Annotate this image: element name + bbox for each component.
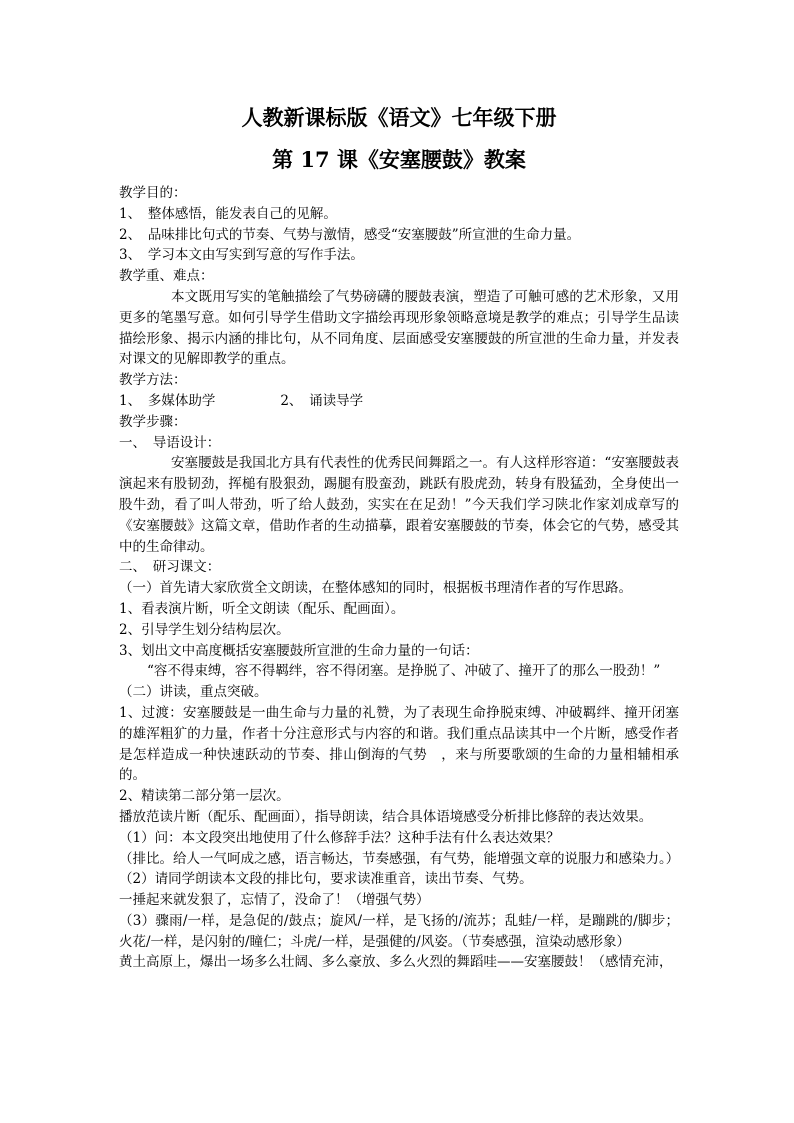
transition-paragraph: 1、过渡：安塞腰鼓是一曲生命与力量的礼赞，为了表现生命挣脱束缚、冲破羁绊、撞开闭塞的雄浑粗犷的力量，作者十分注意形式与内容的和谐。我们重点品读其中一个片断，感受作者是怎样造成一种快速跃动的节奏、排山倒海的气势 ，来与所要歌颂的生命的力量相辅相承的。: [119, 704, 679, 784]
reading-step: 2、精读第二部分第一层次。: [119, 788, 290, 805]
part1-heading: （一）首先请大家欣赏全文朗读，在整体感知的同时，根据板书理清作者的写作思路。: [119, 580, 632, 597]
study-heading: 二、 研习课文：: [119, 559, 221, 576]
objectives-heading: 教学目的：: [119, 185, 187, 201]
part2-heading: （二）讲读，重点突破。: [119, 684, 268, 701]
document-body: [119, 103, 679, 973]
step-item-2: 2、引导学生划分结构层次。: [119, 621, 290, 638]
intro-heading: 一、 导语设计：: [119, 434, 221, 451]
key-quote: “容不得束缚，容不得羁绊，容不得闭塞。是挣脱了、冲破了、撞开了的那么一股劲！”: [147, 663, 661, 680]
example-sentence: 一捶起来就发狠了，忘情了，没命了！（增强气势）: [119, 892, 430, 909]
playback-paragraph: 播放范读片断（配乐、配画面），指导朗读，结合具体语境感受分析排比修辞的表达效果。: [119, 808, 653, 825]
intro-body: 安塞腰鼓是我国北方具有代表性的优秀民间舞蹈之一。有人这样形容道：“安塞腰鼓表演起来有股韧劲，挥槌有股狠劲，踢腿有股蛮劲，跳跃有股虎劲，转身有股猛劲，全身使出一股牛劲，看了叫人带劲，听了给人鼓劲，实实在在足劲！”今天我们学习陕北作家刘成章写的《安塞腰鼓》这篇文章，借助作者的生动描摹，跟着安塞腰鼓的节奏，体会它的气势，感受其中的生命律动。: [119, 455, 679, 555]
objective-item-3: 3、 学习本文由写实到写意的写作手法。: [119, 247, 364, 264]
closing-sentence: 黄土高原上，爆出一场多么壮阔、多么豪放、多么火烈的舞蹈哇——安塞腰鼓！（感情充沛，: [119, 954, 673, 971]
document-title: 人教新课标版《语文》七年级下册: [241, 105, 557, 130]
objective-item-1: 1、 整体感悟，能发表自己的见解。: [119, 205, 337, 222]
question-2: （2）请同学朗读本文段的排比句，要求读准重音，读出节奏、气势。: [119, 871, 533, 888]
method-item-2: 2、 诵读导学: [280, 392, 364, 409]
steps-heading: 教学步骤：: [119, 413, 187, 430]
answer-1: （排比。给人一气呵成之感，语言畅达，节奏感强，有气势，能增强文章的说服力和感染力。）: [119, 850, 680, 867]
question-3: （3）骤雨/一样，是急促的/鼓点；旋风/一样，是飞扬的/流苏；乱蛙/一样，是蹦跳的/脚步；火花/一样，是闪射的/瞳仁；斗虎/一样，是强健的/风姿。（节奏感强，渲染动感形象）: [119, 912, 679, 950]
step-item-3: 3、划出文中高度概括安塞腰鼓所宣泄的生命力量的一句话：: [119, 642, 479, 659]
keypoints-body: 本文既用写实的笔触描绘了气势磅礴的腰鼓表演，塑造了可触可感的艺术形象，又用更多的笔墨写意。如何引导学生借助文字描绘再现形象领略意境是教学的难点；引导学生品读描绘形象、揭示内涵的排比句，从不同角度、层面感受安塞腰鼓的所宣泄的生命力量，并发表对课文的见解即教学的重点。: [119, 288, 679, 368]
lesson-title: 第 17 课《安塞腰鼓》教案: [272, 147, 526, 172]
keypoints-heading: 教学重、难点：: [119, 268, 214, 285]
question-1: （1）问：本文段突出地使用了什么修辞手法？这种手法有什么表达效果？: [119, 829, 560, 846]
step-item-1: 1、看表演片断，听全文朗读（配乐、配画面）。: [119, 600, 405, 617]
methods-heading: 教学方法：: [119, 372, 187, 389]
methods-list: [119, 391, 679, 412]
objective-item-2: 2、 品味排比句式的节奏、气势与激情，感受“安塞腰鼓”所宣泄的生命力量。: [119, 226, 581, 243]
method-item-1: 1、 多媒体助学: [119, 392, 216, 409]
